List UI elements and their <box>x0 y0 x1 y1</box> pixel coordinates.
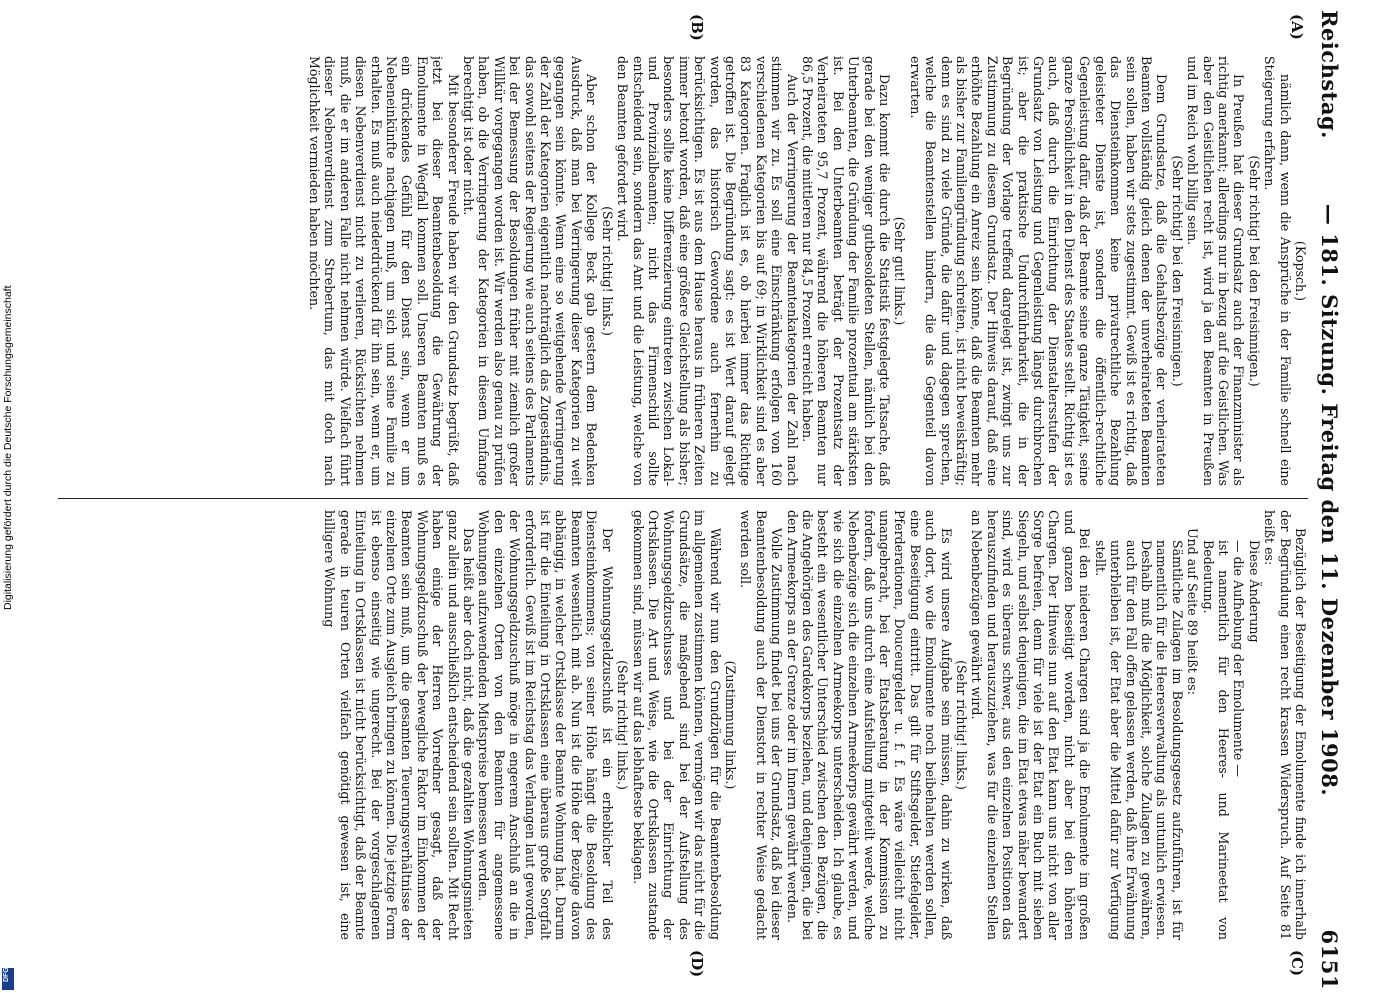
header-center: — 181. Sitzung. Freitag den 11. Dezember 1908. <box>1317 203 1342 797</box>
quote: Sämtliche Zulagen im Besoldungsgesetz aufzuführen, ist für namentlich für die Heeresverwaltung als untunlich erwiesen. Deshalb muß die Möglichkeit, solche Zulagen zu gewähren, auch für den Fall offen gelassen werden, daß ihre Erwähnung unterbleiben ist, der Etat aber die Mittel dafür zur Verfügung stellt. <box>1092 540 1185 940</box>
margin-marker-a: (A) <box>1288 14 1306 40</box>
digitization-note: Digitalisierung gefördert durch die Deutsche Forschungsgemeinschaft <box>2 285 14 610</box>
paragraph: (Kopsch.) <box>1293 240 1308 302</box>
paragraph: Und auf Seite 89 heißt es: <box>1185 528 1201 695</box>
page-header <box>1316 10 1342 990</box>
quote: ist namentlich für den Heeres- und Marineetat von Bedeutung. <box>1200 540 1231 940</box>
dfg-logo-text: DFG <box>3 967 10 982</box>
interjection: (Zustimmung links.) <box>722 660 738 790</box>
interjection: (Sehr gut! links.) <box>892 216 908 326</box>
paragraph: Bei den niederen Chargen sind ja die Emolumente im großen und ganzen beseitigt worden, nicht aber bei den höheren Chargen. Der Hinweis nun auf den Etat kann uns nicht von aller Sorge befreien, denn für viele ist der Etat ein Buch mit sieben Siegeln, und selbst denjenigen, die im Etat etwas näher bewandert sind, wird es überaus schwer, aus den einzelnen Positionen das herauszufinden und herauszuziehen, was für die einzelnen Stellen an Nebenbezügen gewährt wird. <box>969 510 1093 940</box>
paragraph: Dazu kommt die durch die Statistik festgelegte Tatsache, daß gerade bei den weniger gutbesoldeten Stellen, nämlich bei den Unterbeamten, die Gründung der Familie prozentual am stärksten ist. Bei den Unterbeamten beträgt der Prozentsatz der Verheirateten 95,7 Prozent, während die höheren Beamten nur 86,5 Prozent, die mittleren nur 84,5 Prozent erreicht haben. <box>800 56 893 486</box>
paragraph: Bezüglich der Beseitigung der Emolumente finde ich innerhalb der Begründung einen recht krassen Widerspruch. Auf Seite 81 heißt es: <box>1262 510 1308 940</box>
interjection: (Sehr richtig! bei den Freisinnigen.) <box>1246 155 1262 387</box>
interjection: (Sehr richtig! links.) <box>954 660 970 790</box>
quote: — die Aufhebung der Emolumente — <box>1231 540 1247 777</box>
paragraph: Das heißt aber doch nicht, daß die gezahlten Wohnungsmieten ganz allein und ausschließlich entscheidend sein sollten. Mit Recht haben einige der Herren Vorredner gesagt, daß der Wohnungsgeldzuschuß der bewegliche Faktor im Einkommen der Beamten sein muß, um die gesamten Teuerungsverhältnisse der einzelnen Orte zum Ausgleich bringen zu können. Die jetzige Form ist ebenso einseitig wie ungerecht. Bei der vorgeschlagenen Einteilung in Ortsklassen ist nicht berücksichtigt, daß der Beamte gerade in teuren Orten vielfach genötigt gewesen ist, eine billigere Wohnung <box>322 510 477 940</box>
quote: Diese Änderung <box>1246 540 1262 643</box>
paragraph: Volle Zustimmung findet bei uns der Grundsatz, daß bei dieser Beamtenbesoldung auch der Dienstort in rechter Weise gedacht werden soll. <box>738 510 785 940</box>
column-divider <box>58 498 1308 499</box>
interjection: (Sehr richtig! links.) <box>615 660 631 790</box>
interjection: (Sehr richtig! links.) <box>599 206 615 336</box>
paragraph: nämlich dann, wenn die Ansprüche in der Familie schnell eine Steigerung erfahren. <box>1262 56 1293 486</box>
paragraph: Es wird unsere Aufgabe sein müssen, dahin zu wirken, daß auch dort, wo die Emolumente noch beibehalten werden sollen, eine Beseitigung eintritt. Das gilt für Stiftsgelder, Stiefelgelder, Pferderationen, Douceurgelder u. f. f. Es wäre vielleicht nicht unangebracht, bei der Etatsberatung in der Kommission zu fordern, daß uns durch eine Aufstellung mitgeteilt werde, welche Nebenbezüge sich die einzelnen Armeekorps gewährt werden, und wie sich die einzelnen Armeekorps unterscheiden. Ich glaube, es besteht ein wesentlicher Unterschied zwischen den Bezügen, die die Angehörigen des Gardekorps beziehen, und denjenigen, die bei den Armeekorps an der Grenze oder im Innern gewährt werden. <box>784 510 954 940</box>
paragraph: In Preußen hat dieser Grundsatz auch der Finanzminister als richtig anerkannt; allerdings nur in bezug auf die Geistlichen. Was aber den Geistlichen recht ist, wird ja den Beamten in Preußen und im Reich wohl billig sein. <box>1185 56 1247 486</box>
paragraph: Während wir nun den Grundzügen für die Beamtenbesoldung im allgemeinen zustimmen können, vermögen wir das nicht für die Grundsätze, die maßgebend sind bei der Aufstellung des Wohnungsgeldzuschusses und bei der Einrichtung der Ortsklassen. Die Art und Weise, wie die Ortsklassen zustande gekommen sind, müssen wir auf das lebhafteste beklagen. <box>630 510 723 940</box>
interjection: (Sehr richtig! bei den Freisinnigen.) <box>1169 155 1185 387</box>
header-left: Reichstag. <box>1317 10 1342 139</box>
paragraph: Auch der Verringerung der Beamtenkategorien der Zahl nach stimmen wir zu. Es soll eine Einschränkung erfolgen von 160 verschiedenen Kategorien bis auf 69; in Wirklichkeit sind es aber 83 Kategorien. Fraglich ist es, ob hierbei immer das Richtige getroffen ist. Die Begründung sagt: es ist Wert darauf gelegt worden, das historisch Gewordene auch fernerhin zu berücksichtigen. Es ist aus dem Hause heraus in früheren Zeiten immer betont worden, daß eine größere Gleichstellung als bisher; besonders sollte keine Differenzierung eintreten zwischen Lokal- und Provinzialbeamten; nicht das Firmenschild sollte entscheidend sein, sondern das Amt und die Leistung, welche von den Beamten gefordert wird. <box>615 56 800 486</box>
text-column-right <box>38 510 1308 940</box>
dfg-logo-icon <box>2 968 14 990</box>
margin-marker-b: (B) <box>688 14 706 41</box>
text-column-left <box>38 56 1308 486</box>
paragraph: Der Wohnungsgeldzuschuß ist ein erheblicher Teil des Diensteinkommens; von seiner Höhe hängt die Besoldung des Beamten wesentlich mit ab. Nun ist die Höhe der Bezüge davon abhängig, in welcher Ortsklasse der Beamte Wohnung hat. Darum ist für die Einteilung in Ortsklassen eine überaus große Sorgfalt erforderlich. Gewiß ist im Reichstag das Verlangen laut geworden, der Wohnungsgeldzuschuß möge in engerem Anschluß an die in den einzelnen Orten von den Beamten für angemessene Wohnungen aufzuwendenden Mietspreise bemessen werden. <box>476 510 615 940</box>
page-number: 6151 <box>1317 929 1342 990</box>
margin-marker-c: (C) <box>1288 950 1306 977</box>
paragraph: Mit besonderer Freude haben wir den Grundsatz begrüßt, daß jetzt bei dieser Beamtenbesoldung die Gewährung der Emolumente in Wegfall kommen soll. Unseren Beamten muß es ein drückendes Gefühl für den Dienst sein, wenn er um Nebeneinkünfte nachjagen muß, um sich und seine Familie zu erhalten. Es muß auch niederdrückend für ihn sein, wenn er, um diesen Nebenverdienst nicht zu verlieren, Rücksichten nehmen muß, die er im anderen Falle nicht nehmen würde. Vielfach führt dieser Nebenverdienst zum Strebertum, das mit doch nach Möglichkeit vermieden haben möchten. <box>307 56 461 486</box>
paragraph: Dem Grundsatze, daß die Gehaltsbezüge der verheirateten Beamten vollständig gleich denen der unverheirateten Beamten sein sollen, haben wir stets zugestimmt. Gewiß ist es richtig, daß das Diensteinkommen keine privatrechtliche Bezahlung geleisteter Dienste ist, sondern die öffentlich-rechtliche Gegenleistung dafür, daß der Beamte seine ganze Tätigkeit, seine ganze Persönlichkeit in den Dienst des Staates stellt. Richtig ist es auch, daß durch die Einrichtung der Dienstaltersstufen der Grundsatz von Leistung und Gegenleistung längst durchbrochen ist; aber die praktische Undurchführbarkeit, die in der Begründung der Vorlage treffend dargelegt ist, zwingt uns zur Zustimmung zu diesem Grundsatz. Der Hinweis darauf, daß eine erhöhte Bezahlung ein Anreiz sein könne, daß die Beamten mehr als bisher zur Familiengründung schreiten, ist nicht beweiskräftig; denn es sind zu viele Gründe, die dafür und dagegen sprechen, welche die Beamtenstellen hindern, die das Gegenteil davon erwarten. <box>907 56 1170 486</box>
margin-marker-d: (D) <box>688 950 706 978</box>
rotated-page <box>26 0 1346 1000</box>
paragraph: Aber schon der Kollege Beck gab gestern dem Bedenken Ausdruck, daß man bei Verringerung dieser Kategorien zu weit gegangen sein könnte. Wenn eine so weitgehende Verringerung der Zahl der Kategorien eigentlich nachträglich das Zugeständnis, das sowohl seitens der Regierung wie auch seitens des Parlaments bei der Bemessung der Besoldungen früher mit ziemlich großer Willkür vorgegangen worden ist. Wir werden also genau zu prüfen haben, ob die Verringerung der Kategorien in diesem Umfange berechtigt ist oder nicht. <box>461 56 600 486</box>
